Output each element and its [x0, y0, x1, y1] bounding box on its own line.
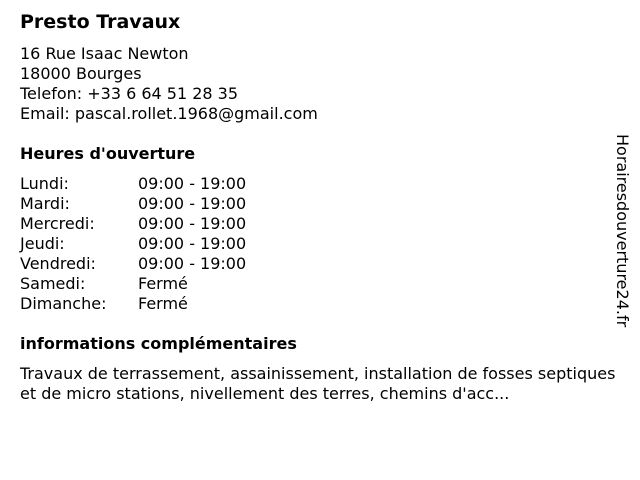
phone-number: Telefon: +33 6 64 51 28 35 [20, 84, 239, 103]
street-address: 16 Rue Isaac Newton [20, 44, 189, 63]
hours-heading: Heures d'ouverture [20, 144, 196, 163]
hours-table [20, 174, 246, 314]
day-hours: Fermé [138, 274, 188, 293]
info-heading: informations complémentaires [20, 334, 297, 353]
day-hours: 09:00 - 19:00 [138, 174, 247, 193]
hours-row-sunday [20, 294, 246, 314]
hours-row-wednesday [20, 214, 246, 234]
info-description: Travaux de terrassement, assainissement, installation de fosses septiques et de micro stations, nivellement des terres, chemins d'acc... [20, 364, 616, 403]
hours-row-saturday [20, 274, 246, 294]
email-address: Email: pascal.rollet.1968@gmail.com [20, 104, 318, 123]
day-label: Dimanche: [20, 294, 107, 313]
contact-block [20, 44, 318, 124]
hours-row-thursday [20, 234, 246, 254]
day-hours: Fermé [138, 294, 188, 313]
business-name: Presto Travaux [20, 11, 181, 33]
day-hours: 09:00 - 19:00 [138, 234, 247, 253]
day-label: Lundi: [20, 174, 69, 193]
day-label: Jeudi: [20, 234, 65, 253]
day-hours: 09:00 - 19:00 [138, 214, 247, 233]
day-hours: 09:00 - 19:00 [138, 194, 247, 213]
hours-row-friday [20, 254, 246, 274]
day-label: Samedi: [20, 274, 86, 293]
watermark-text: Horairesdouverture24.fr [613, 134, 632, 328]
hours-row-monday [20, 174, 246, 194]
day-label: Vendredi: [20, 254, 96, 273]
hours-row-tuesday [20, 194, 246, 214]
day-label: Mercredi: [20, 214, 95, 233]
day-label: Mardi: [20, 194, 70, 213]
city-address: 18000 Bourges [20, 64, 142, 83]
day-hours: 09:00 - 19:00 [138, 254, 247, 273]
